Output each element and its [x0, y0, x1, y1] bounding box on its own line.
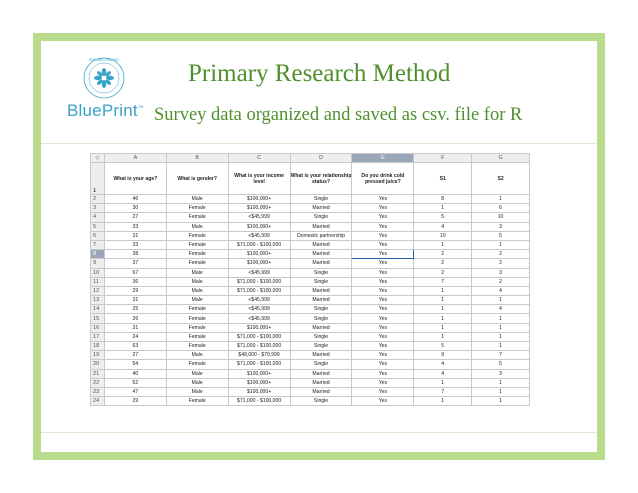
cell-age[interactable]: 52 [104, 378, 166, 387]
row-number[interactable]: 9 [91, 259, 105, 268]
cell-relationship[interactable]: Married [290, 387, 352, 396]
row-number[interactable]: 18 [91, 342, 105, 351]
cell-relationship[interactable]: Married [290, 204, 352, 213]
cell-age[interactable]: 33 [104, 222, 166, 231]
cell-income[interactable]: $100,000+ [228, 387, 290, 396]
cell-juice[interactable]: Yes [352, 369, 414, 378]
cell-relationship[interactable]: Married [290, 378, 352, 387]
cell-gender[interactable]: Male [166, 369, 228, 378]
row-number[interactable]: 23 [91, 387, 105, 396]
cell-age[interactable]: 26 [104, 314, 166, 323]
cell-relationship[interactable]: Married [290, 222, 352, 231]
cell-s2[interactable]: 1 [472, 342, 530, 351]
cell-s2[interactable]: 2 [472, 250, 530, 259]
cell-s2[interactable]: 1 [472, 323, 530, 332]
table-row [91, 213, 530, 222]
cell-relationship[interactable]: Married [290, 351, 352, 360]
column-header-row [91, 154, 530, 163]
cell-gender[interactable]: Female [166, 259, 228, 268]
cell-s2[interactable]: 1 [472, 332, 530, 341]
cell-s2[interactable]: 1 [472, 240, 530, 249]
cell-s1[interactable]: 1 [414, 286, 472, 295]
cell-juice[interactable]: Yes [352, 204, 414, 213]
cell-relationship[interactable]: Single [290, 342, 352, 351]
cell-gender[interactable]: Male [166, 378, 228, 387]
table-row [91, 369, 530, 378]
cell-income[interactable]: $100,000+ [228, 378, 290, 387]
row-number[interactable]: 11 [91, 277, 105, 286]
spreadsheet[interactable] [90, 153, 530, 405]
cell-income[interactable]: $71,000 - $100,000 [228, 240, 290, 249]
row-number[interactable]: 15 [91, 314, 105, 323]
table-row [91, 286, 530, 295]
cell-s2[interactable]: 1 [472, 314, 530, 323]
column-header-a[interactable]: A [104, 154, 166, 163]
cell-s1[interactable]: 5 [414, 213, 472, 222]
row-number[interactable]: 1 [91, 163, 105, 195]
cell-s2[interactable]: 3 [472, 268, 530, 277]
cell-juice[interactable]: Yes [352, 213, 414, 222]
cell-juice[interactable]: Yes [352, 397, 414, 406]
table-row [91, 296, 530, 305]
cell-gender[interactable]: Female [166, 204, 228, 213]
cell-age[interactable]: 33 [104, 240, 166, 249]
cell-juice[interactable]: Yes [352, 195, 414, 204]
cell-relationship[interactable]: Single [290, 195, 352, 204]
cell-relationship[interactable]: Single [290, 397, 352, 406]
cell-relationship[interactable]: Married [290, 369, 352, 378]
header-divider [41, 143, 597, 144]
cell-s1[interactable]: 9 [414, 351, 472, 360]
cell-age[interactable]: 24 [104, 332, 166, 341]
cell-age[interactable]: 25 [104, 305, 166, 314]
cell-relationship[interactable]: Married [290, 286, 352, 295]
cell-income[interactable]: $100,000+ [228, 222, 290, 231]
cell-relationship[interactable]: Married [290, 259, 352, 268]
cell-age[interactable]: 47 [104, 387, 166, 396]
table-row [91, 277, 530, 286]
cell-juice[interactable]: Yes [352, 351, 414, 360]
row-number[interactable]: 3 [91, 204, 105, 213]
cell-juice[interactable]: Yes [352, 277, 414, 286]
cell-s2[interactable]: 2 [472, 277, 530, 286]
table-row [91, 360, 530, 369]
row-number[interactable]: 20 [91, 360, 105, 369]
table-row [91, 240, 530, 249]
cell-income[interactable]: $71,000 - $100,000 [228, 397, 290, 406]
table-row [91, 204, 530, 213]
header-cell-s1[interactable]: S1 [414, 163, 472, 195]
row-number[interactable]: 8 [91, 250, 105, 259]
column-header-c[interactable]: C [228, 154, 290, 163]
cell-juice[interactable]: Yes [352, 314, 414, 323]
cell-gender[interactable]: Female [166, 342, 228, 351]
cell-juice[interactable]: Yes [352, 259, 414, 268]
cell-s1[interactable]: 2 [414, 268, 472, 277]
cell-income[interactable]: $71,000 - $100,000 [228, 332, 290, 341]
cell-income[interactable]: $71,000 - $100,000 [228, 360, 290, 369]
column-header-g[interactable]: G [472, 154, 530, 163]
table-row [91, 323, 530, 332]
cell-income[interactable]: $71,000 - $100,000 [228, 342, 290, 351]
header-cell-income[interactable]: What is your income level [228, 163, 290, 195]
cell-income[interactable]: $100,000+ [228, 195, 290, 204]
cell-age[interactable]: 40 [104, 369, 166, 378]
cell-s1[interactable]: 1 [414, 332, 472, 341]
cell-relationship[interactable]: Single [290, 213, 352, 222]
column-header-b[interactable]: B [166, 154, 228, 163]
table-row [91, 222, 530, 231]
cell-s1[interactable]: 1 [414, 378, 472, 387]
cell-age[interactable]: 27 [104, 213, 166, 222]
cell-s1[interactable]: 4 [414, 369, 472, 378]
logo-wordmark [67, 101, 144, 121]
cell-s1[interactable]: 5 [414, 342, 472, 351]
table-row [91, 342, 530, 351]
cell-juice[interactable]: Yes [352, 360, 414, 369]
cell-relationship[interactable]: Single [290, 314, 352, 323]
table-row [91, 387, 530, 396]
cell-relationship[interactable]: Married [290, 250, 352, 259]
cell-s2[interactable]: 1 [472, 378, 530, 387]
row-number[interactable]: 2 [91, 195, 105, 204]
table-row [91, 231, 530, 240]
cell-s1[interactable]: 1 [414, 240, 472, 249]
table-row [91, 397, 530, 406]
table-row [91, 314, 530, 323]
header-cell-age[interactable]: What is your age? [104, 163, 166, 195]
cell-income[interactable]: $71,000 - $100,000 [228, 277, 290, 286]
cell-s2[interactable]: 2 [472, 259, 530, 268]
cell-s2[interactable]: 3 [472, 222, 530, 231]
cell-juice[interactable]: Yes [352, 323, 414, 332]
cell-income[interactable]: $100,000+ [228, 323, 290, 332]
header-cell-gender[interactable]: What is gender? [166, 163, 228, 195]
cell-s1[interactable]: 2 [414, 259, 472, 268]
cell-income[interactable]: $48,000 - $70,999 [228, 351, 290, 360]
cell-age[interactable]: 29 [104, 286, 166, 295]
table-row [91, 332, 530, 341]
cell-s2[interactable]: 5 [472, 231, 530, 240]
select-all-corner[interactable]: ◇ [91, 154, 105, 163]
cell-gender[interactable]: Male [166, 195, 228, 204]
cell-s1[interactable]: 2 [414, 250, 472, 259]
table-row [91, 195, 530, 204]
cell-gender[interactable]: Male [166, 222, 228, 231]
cell-s2[interactable]: 4 [472, 305, 530, 314]
cell-age[interactable]: 29 [104, 397, 166, 406]
table-row [91, 305, 530, 314]
cell-income[interactable]: $100,000+ [228, 369, 290, 378]
cell-s1[interactable]: 1 [414, 323, 472, 332]
table-row [91, 351, 530, 360]
row-number[interactable]: 5 [91, 222, 105, 231]
cell-s1[interactable]: 1 [414, 204, 472, 213]
cell-gender[interactable]: Female [166, 305, 228, 314]
cell-age[interactable]: 54 [104, 360, 166, 369]
cell-s2[interactable]: 4 [472, 286, 530, 295]
row-number[interactable]: 4 [91, 213, 105, 222]
column-header-f[interactable]: F [414, 154, 472, 163]
cell-age[interactable]: 31 [104, 296, 166, 305]
cell-juice[interactable]: Yes [352, 332, 414, 341]
cell-s2[interactable]: 10 [472, 213, 530, 222]
cell-s1[interactable]: 1 [414, 314, 472, 323]
cell-income[interactable]: $100,000+ [228, 250, 290, 259]
cell-s1[interactable]: 8 [414, 195, 472, 204]
cell-s1[interactable]: 1 [414, 296, 472, 305]
cell-juice[interactable]: Yes [352, 268, 414, 277]
cell-gender[interactable]: Female [166, 240, 228, 249]
cell-s2[interactable]: 1 [472, 387, 530, 396]
cell-s1[interactable]: 10 [414, 231, 472, 240]
cell-gender[interactable]: Male [166, 296, 228, 305]
cell-relationship[interactable]: Single [290, 268, 352, 277]
cell-income[interactable]: <$45,999 [228, 268, 290, 277]
cell-age[interactable]: 27 [104, 351, 166, 360]
cell-s2[interactable]: 3 [472, 369, 530, 378]
cell-age[interactable]: 46 [104, 195, 166, 204]
cell-relationship[interactable]: Married [290, 296, 352, 305]
cell-income[interactable]: <$45,999 [228, 231, 290, 240]
cell-age[interactable]: 37 [104, 259, 166, 268]
cell-s1[interactable]: 1 [414, 305, 472, 314]
cell-s2[interactable]: 6 [472, 204, 530, 213]
cell-s1[interactable]: 4 [414, 222, 472, 231]
row-number[interactable]: 13 [91, 296, 105, 305]
cell-juice[interactable]: Yes [352, 231, 414, 240]
cell-gender[interactable]: Male [166, 277, 228, 286]
cell-income[interactable]: $100,000+ [228, 204, 290, 213]
cell-age[interactable]: 31 [104, 323, 166, 332]
cell-s2[interactable]: 5 [472, 360, 530, 369]
table-row [91, 268, 530, 277]
slide-subtitle: Survey data organized and saved as csv. file for R [154, 105, 523, 125]
header-cell-s2[interactable]: S2 [472, 163, 530, 195]
cell-gender[interactable]: Female [166, 213, 228, 222]
row-number[interactable]: 17 [91, 332, 105, 341]
cell-s1[interactable]: 7 [414, 277, 472, 286]
cell-income[interactable]: <$45,999 [228, 305, 290, 314]
cell-gender[interactable]: Male [166, 351, 228, 360]
row-number[interactable]: 12 [91, 286, 105, 295]
cell-income[interactable]: $100,000+ [228, 259, 290, 268]
row-number[interactable]: 21 [91, 369, 105, 378]
row-number[interactable]: 6 [91, 231, 105, 240]
cell-juice[interactable]: Yes [352, 286, 414, 295]
cell-juice[interactable]: Yes [352, 387, 414, 396]
logo-trademark: ™ [137, 105, 144, 112]
row-number[interactable]: 10 [91, 268, 105, 277]
cell-income[interactable]: <$45,999 [228, 296, 290, 305]
cell-juice[interactable]: Yes [352, 250, 414, 259]
cell-age[interactable]: 67 [104, 268, 166, 277]
cell-s1[interactable]: 1 [414, 397, 472, 406]
header-row [91, 163, 530, 195]
table-row [91, 259, 530, 268]
cell-gender[interactable]: Female [166, 314, 228, 323]
cell-gender[interactable]: Female [166, 332, 228, 341]
table-row [91, 378, 530, 387]
cell-juice[interactable]: Yes [352, 240, 414, 249]
row-number[interactable]: 24 [91, 397, 105, 406]
cell-relationship[interactable]: Domestic partnership [290, 231, 352, 240]
cell-juice[interactable]: Yes [352, 378, 414, 387]
cell-age[interactable]: 30 [104, 204, 166, 213]
cell-s2[interactable]: 1 [472, 195, 530, 204]
table-row [91, 250, 530, 259]
row-number[interactable]: 7 [91, 240, 105, 249]
cell-gender[interactable]: Male [166, 387, 228, 396]
cell-gender[interactable]: Female [166, 397, 228, 406]
row-number[interactable]: 19 [91, 351, 105, 360]
cell-income[interactable]: $71,000 - $100,000 [228, 286, 290, 295]
spreadsheet-grid[interactable] [90, 153, 530, 406]
header-cell-juice[interactable]: Do you drink cold pressed juice? [352, 163, 414, 195]
row-number[interactable]: 16 [91, 323, 105, 332]
logo-name: BluePrint [67, 101, 138, 120]
cell-age[interactable]: 63 [104, 342, 166, 351]
row-number[interactable]: 14 [91, 305, 105, 314]
cell-income[interactable]: <$45,999 [228, 213, 290, 222]
cell-age[interactable]: 36 [104, 277, 166, 286]
cell-relationship[interactable]: Married [290, 240, 352, 249]
cell-gender[interactable]: Female [166, 323, 228, 332]
cell-s1[interactable]: 4 [414, 360, 472, 369]
cell-age[interactable]: 31 [104, 231, 166, 240]
cell-juice[interactable]: Yes [352, 296, 414, 305]
cell-gender[interactable]: Female [166, 360, 228, 369]
cell-gender[interactable]: Female [166, 231, 228, 240]
cell-relationship[interactable]: Single [290, 360, 352, 369]
cell-gender[interactable]: Male [166, 286, 228, 295]
column-header-d[interactable]: D [290, 154, 352, 163]
cell-relationship[interactable]: Married [290, 323, 352, 332]
footer-divider [41, 432, 597, 433]
cell-age[interactable]: 38 [104, 250, 166, 259]
cell-relationship[interactable]: Single [290, 277, 352, 286]
cell-juice[interactable]: Yes [352, 305, 414, 314]
cell-gender[interactable]: Female [166, 250, 228, 259]
cell-gender[interactable]: Male [166, 268, 228, 277]
column-header-e[interactable]: E [352, 154, 414, 163]
logo-ring-text: RAW AND ORGANIC [88, 58, 120, 62]
row-number[interactable]: 22 [91, 378, 105, 387]
cell-s2[interactable]: 7 [472, 351, 530, 360]
cell-s2[interactable]: 1 [472, 397, 530, 406]
cell-juice[interactable]: Yes [352, 222, 414, 231]
slide-title: Primary Research Method [188, 60, 451, 87]
cell-s2[interactable]: 1 [472, 296, 530, 305]
cell-s1[interactable]: 7 [414, 387, 472, 396]
cell-relationship[interactable]: Single [290, 305, 352, 314]
cell-income[interactable]: <$45,999 [228, 314, 290, 323]
cell-juice[interactable]: Yes [352, 342, 414, 351]
cell-relationship[interactable]: Single [290, 332, 352, 341]
header-cell-relationship[interactable]: What is your relationship status? [290, 163, 352, 195]
